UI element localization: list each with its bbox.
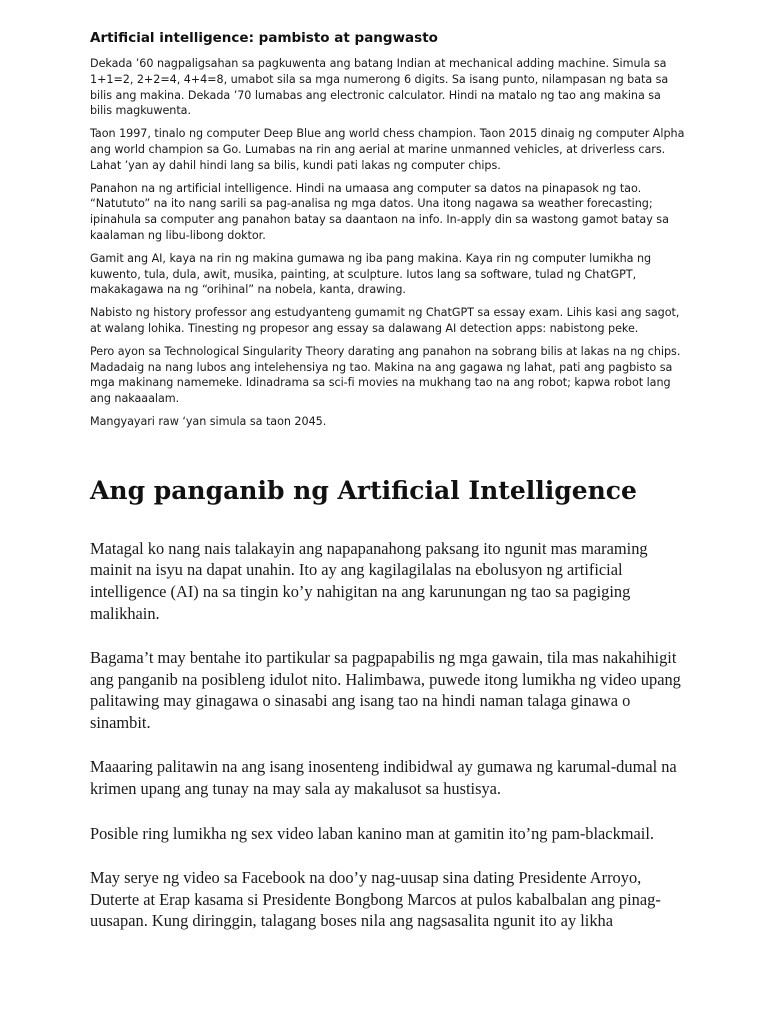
article-2-paragraph: Matagal ko nang nais talakayin ang napapanahong paksang ito ngunit mas maraming mainit na isyu na dapat unahin. Ito ay ang kagilagilalas na ebolusyon ng artificial intelligence (AI) na sa tingin ko’y nahigitan na ang karunungan ng tao sa pagiging malikhain. (90, 538, 648, 623)
document-page (90, 28, 686, 955)
article-2-paragraph: Bagama’t may bentahe ito partikular sa pagpapabilis ng mga gawain, tila mas nakahihigit ang panganib na posibleng idulot nito. Halimbawa, puwede itong lumikha ng video upang palitawing may ginagawa o sinasabi ang isang tao na hindi naman talaga ginawa o sinambit. (90, 648, 681, 732)
article-1-paragraph: Taon 1997, tinalo ng computer Deep Blue ang world chess champion. Taon 2015 dinaig ng computer Alpha ang world champion sa Go. Lumabas na rin ang aerial at marine unmanned vehicles, at driverless cars. Lahat ’yan ay dahil hindi lang sa bilis, kundi pati lakas ng computer chips. (90, 127, 685, 172)
article-2-paragraph: Posible ring lumikha ng sex video laban kanino man at gamitin ito’ng pam-blackmail. (90, 823, 654, 843)
article-1-paragraph: Nabisto ng history professor ang estudyanteng gumamit ng ChatGPT sa essay exam. Lihis kasi ang sagot, at walang lohika. Tinesting ng propesor ang essay sa dalawang AI detection apps: nabistong peke. (90, 306, 680, 335)
article-1-paragraph: Panahon na ng artificial intelligence. Hindi na umaasa ang computer sa datos na pinapasok ng tao. “Natututo” na ito nang sarili sa pag-analisa ng mga datos. Una itong nagawa sa weather forecasting; ipinahula sa computer ang panahon batay sa daantaon na info. In-apply din sa wastong gamot batay sa kaalaman ng libu-libong doktor. (90, 181, 669, 242)
article-1-title: Artificial intelligence: pambisto at pangwasto (90, 30, 438, 46)
article-2-paragraph: Maaaring palitawin na ang isang inosenteng indibidwal ay gumawa ng karumal-dumal na krimen upang ang tunay na may sala ay makalusot sa hustisya. (90, 757, 677, 799)
article-2-paragraph: May serye ng video sa Facebook na doo’y nag-uusap sina dating Presidente Arroyo, Duterte at Erap kasama si Presidente Bongbong Marcos at pulos kabalbalan ang pinag-uusapan. Kung diringgin, talagang boses nila ang nagsasalita ngunit ito ay likha (90, 868, 661, 931)
article-2-title: Ang panganib ng Artificial Intelligence (90, 475, 637, 505)
article-1-paragraph: Mangyayari raw ‘yan simula sa taon 2045. (90, 414, 327, 428)
article-1-paragraph: Pero ayon sa Technological Singularity Theory darating ang panahon na sobrang bilis at lakas na ng chips. Madadaig na nang lubos ang intelehensiya ng tao. Makina na ang gagawa ng lahat, pati ang pagbisto sa mga makinang namemeke. Idinadrama sa sci-fi movies na mukhang tao na ang robot; kapwa robot lang ang nakaaalam. (90, 344, 681, 406)
article-1-paragraph: Gamit ang AI, kaya na rin ng makina gumawa ng iba pang makina. Kaya rin ng computer lumikha ng kuwento, tula, dula, awit, musika, painting, at sculpture. Iutos lang sa software, tulad ng ChatGPT, makakagawa na ng “orihinal” na nobela, kanta, drawing. (90, 251, 652, 297)
article-1-paragraph: Dekada ’60 nagpaligsahan sa pagkuwenta ang batang Indian at mechanical adding machine. Simula sa 1+1=2, 2+2=4, 4+4=8, umabot sila sa mga numerong 6 digits. Sa isang punto, nilampasan ng bata sa bilis ang makina. Dekada ’70 lumabas ang electronic calculator. Hindi na matalo ng tao ang makina sa bilis magkuwenta. (90, 57, 669, 118)
